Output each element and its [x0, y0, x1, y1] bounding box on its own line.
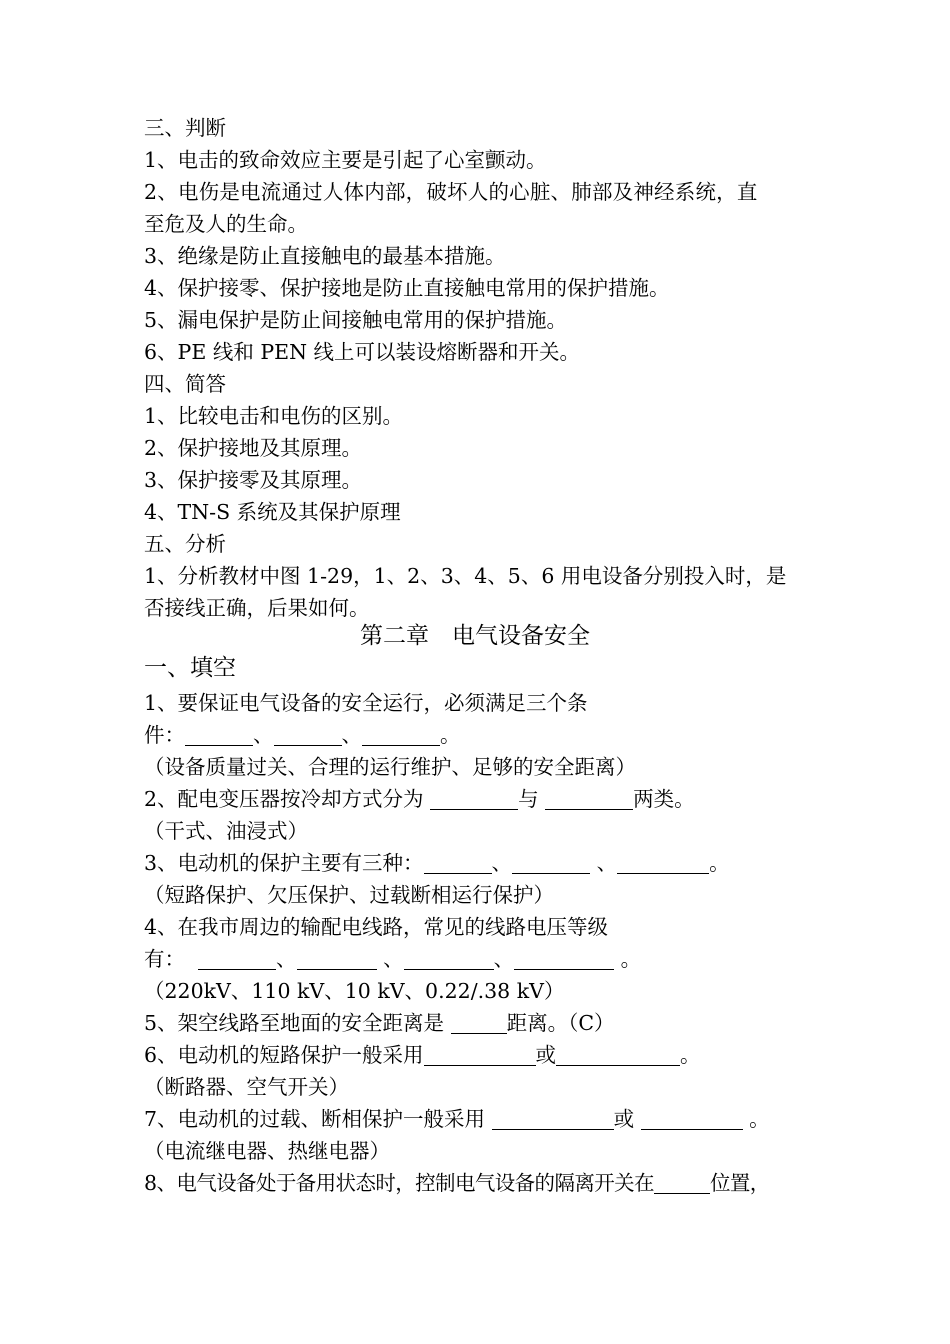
- judge-item-3: 3、绝缘是防止直接触电的最基本措施。: [144, 244, 506, 268]
- fill-q3: 3、电动机的保护主要有三种： 、 、 。: [144, 851, 730, 875]
- fill-q2: 2、配电变压器按冷却方式分为 与 两类。: [144, 787, 695, 811]
- judge-item-2: 2、电伤是电流通过人体内部，破坏人的心脏、肺部及神经系统，直: [144, 180, 758, 204]
- answer-blank[interactable]: [451, 1013, 507, 1034]
- answer-blank[interactable]: [514, 949, 614, 970]
- short-item-1: 1、比较电击和电伤的区别。: [144, 404, 404, 428]
- answer-blank[interactable]: [424, 1045, 536, 1066]
- fill-q4-answer: （220kV、110 kV、10 kV、0.22/.38 kV）: [144, 979, 565, 1003]
- analysis-heading: 五、分析: [144, 532, 226, 556]
- judge-item-4: 4、保护接零、保护接地是防止直接触电常用的保护措施。: [144, 276, 670, 300]
- answer-blank[interactable]: [198, 949, 276, 970]
- fill-q3-answer: （短路保护、欠压保护、过载断相运行保护）: [144, 883, 554, 907]
- short-heading: 四、简答: [144, 372, 226, 396]
- answer-blank[interactable]: [297, 949, 377, 970]
- fill-q2-answer: （干式、油浸式）: [144, 819, 308, 843]
- answer-blank[interactable]: [641, 1109, 743, 1130]
- answer-blank[interactable]: [556, 1045, 680, 1066]
- answer-blank[interactable]: [430, 789, 518, 810]
- answer-blank[interactable]: [274, 725, 342, 746]
- answer-blank[interactable]: [492, 1109, 614, 1130]
- short-item-3: 3、保护接零及其原理。: [144, 468, 363, 492]
- judge-heading: 三、判断: [144, 116, 226, 140]
- analysis-item-1: 1、分析教材中图 1-29，1、2、3、4、5、6 用电设备分别投入时，是: [144, 564, 787, 588]
- fill-q6-answer: （断路器、空气开关）: [144, 1075, 349, 1099]
- judge-item-1: 1、电击的致命效应主要是引起了心室颤动。: [144, 148, 547, 172]
- fill-q4-line2: 有： 、 、 、 。: [144, 947, 642, 971]
- judge-item-6: 6、PE 线和 PEN 线上可以装设熔断器和开关。: [144, 340, 581, 364]
- answer-blank[interactable]: [545, 789, 633, 810]
- judge-item-2-cont: 至危及人的生命。: [144, 212, 308, 236]
- short-item-2: 2、保护接地及其原理。: [144, 436, 363, 460]
- fill-q7-answer: （电流继电器、热继电器）: [144, 1139, 390, 1163]
- fill-q8: 8、电气设备处于备用状态时，控制电气设备的隔离开关在 位置，: [144, 1171, 770, 1195]
- fill-q4-line1: 4、在我市周边的输配电线路，常见的线路电压等级: [144, 915, 609, 939]
- analysis-item-1-cont: 否接线正确，后果如何。: [144, 596, 370, 620]
- fill-q1-line2: 件： 、 、 。: [144, 723, 461, 747]
- fill-q5: 5、架空线路至地面的安全距离是 距离。（C）: [144, 1011, 615, 1035]
- judge-item-5: 5、漏电保护是防止间接触电常用的保护措施。: [144, 308, 568, 332]
- short-item-4: 4、TN-S 系统及其保护原理: [144, 500, 401, 524]
- fill-heading: 一、填空: [144, 655, 236, 681]
- answer-blank[interactable]: [362, 725, 440, 746]
- answer-blank[interactable]: [512, 853, 590, 874]
- fill-q1-answer: （设备质量过关、合理的运行维护、足够的安全距离）: [144, 755, 636, 779]
- answer-blank[interactable]: [424, 853, 492, 874]
- fill-q7: 7、电动机的过载、断相保护一般采用 或 。: [144, 1107, 770, 1131]
- answer-blank[interactable]: [617, 853, 709, 874]
- answer-blank[interactable]: [404, 949, 494, 970]
- fill-q1-line1: 1、要保证电气设备的安全运行，必须满足三个条: [144, 691, 588, 715]
- answer-blank[interactable]: [654, 1173, 710, 1194]
- answer-blank[interactable]: [185, 725, 253, 746]
- chapter-title: 第二章 电气设备安全: [360, 623, 590, 649]
- fill-q6: 6、电动机的短路保护一般采用 或 。: [144, 1043, 701, 1067]
